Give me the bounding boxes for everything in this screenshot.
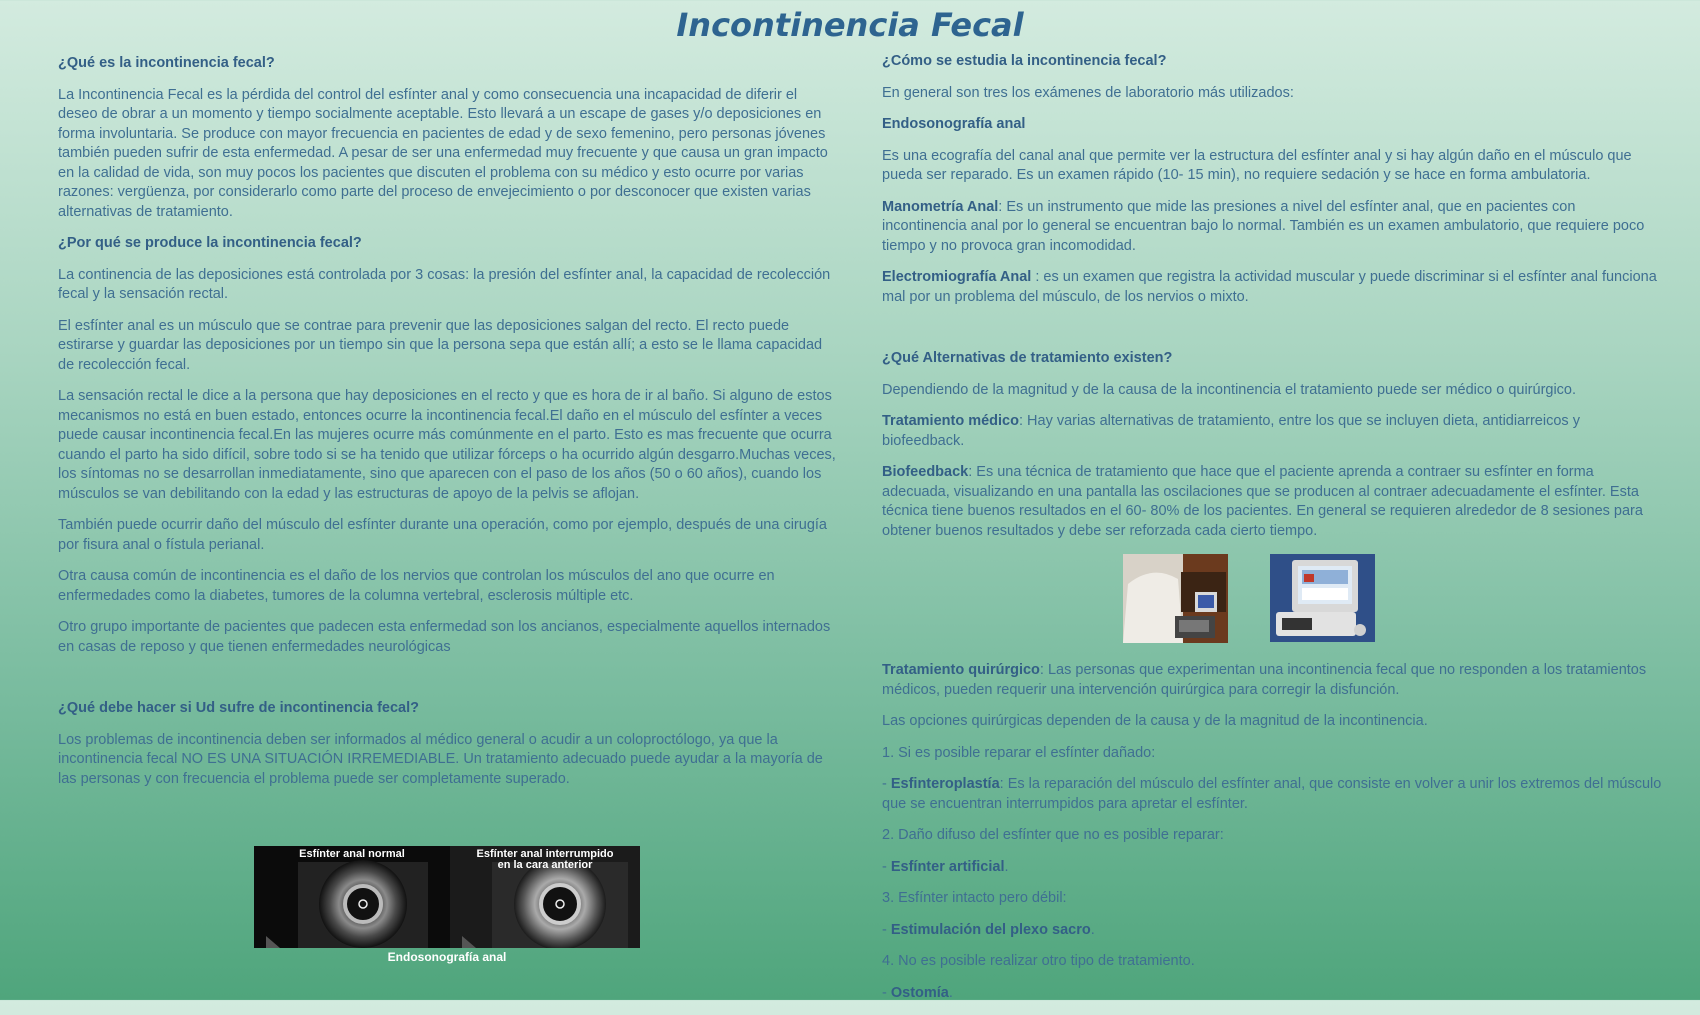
paragraph-tratamiento-medico <box>882 412 1664 451</box>
endosonography-caption: Endosonografía anal <box>387 950 507 964</box>
heading-alternativas: ¿Qué Alternativas de tratamiento existen? <box>882 350 1173 366</box>
paragraph-tratamiento-quirurgico <box>882 661 1664 700</box>
dash: - <box>882 776 891 792</box>
normal-sphincter-ultrasound <box>254 846 450 948</box>
heading-endosonografia: Endosonografía anal <box>882 116 1026 132</box>
period: . <box>1090 921 1095 938</box>
option-4-detail <box>882 984 1664 1004</box>
label-esfinter-artificial: Esfínter artificial <box>890 858 1005 875</box>
paragraph-electromiografia <box>882 268 1664 307</box>
paragraph-operacion: También puede ocurrir daño del músculo del esfínter durante una operación, como por ejemplo, después de una cirugía por fisura anal o fístula perianal. <box>58 517 827 553</box>
option-2: 2. Daño difuso del esfínter que no es posible reparar: <box>882 827 1224 843</box>
dash: - <box>882 921 891 938</box>
label-interrupted <box>450 849 640 871</box>
option-3: 3. Esfínter intacto pero débil: <box>882 890 1067 906</box>
label-manometria: Manometría Anal <box>882 198 999 215</box>
left-column <box>58 54 840 801</box>
heading-que-es: ¿Qué es la incontinencia fecal? <box>58 55 275 71</box>
dash: - <box>882 984 891 1001</box>
label-ostomia: Ostomía <box>890 984 949 1001</box>
biofeedback-patient-image <box>1123 554 1228 643</box>
label-plexo-sacro: Estimulación del plexo sacro <box>890 921 1091 938</box>
dash: - <box>882 858 891 875</box>
paragraph-ancianos: Otro grupo importante de pacientes que padecen esta enfermedad son los ancianos, especialmente aquellos internados en casas de reposo y que tienen enfermedades neurológicas <box>58 619 831 655</box>
option-2-detail <box>882 858 1664 878</box>
option-1: 1. Si es posible reparar el esfínter dañado: <box>882 744 1156 761</box>
text-biofeedback: : Es una técnica de tratamiento que hace que el paciente aprenda a contraer su esfínter en forma adecuada, visualizando en una pantalla las oscilaciones que se producen al contraer adecuadamente el esfínter. Esta técnica tiene buenos resultados en el 60- 80% de los pacientes. En general se requieren alrededor de 8 sesiones para obtener buenos resultados y debe ser reforzada cada cierto tiempo. <box>882 464 1643 539</box>
paragraph-definicion: La Incontinencia Fecal es la pérdida del control del esfínter anal y como consecuencia una incapacidad de diferir el deseo de obrar a un momento y tiempo socialmente aceptable. Esto llevará a un escape de gases y/o deposiciones en forma involuntaria. Se produce con mayor frecuencia en pacientes de edad y de sexo femenino, pero personas jóvenes también pueden sufrir de esta enfermedad. A pesar de ser una enfermedad muy frecuente y que causa un gran impacto en la calidad de vida, son muy pocos los pacientes que discuten el problema con su médico y esto ocurre por varias razones: vergüenza, por considerarlo como parte del proceso de envejecimiento o por desconocer que existen varias alternativas de tratamiento. <box>58 86 828 220</box>
heading-por-que: ¿Por qué se produce la incontinencia fecal? <box>58 235 362 251</box>
paragraph-alternativas-intro: Dependiendo de la magnitud y de la causa de la incontinencia el tratamiento puede ser médico o quirúrgico. <box>882 381 1577 398</box>
period: . <box>948 984 953 1001</box>
text-manometria: : Es un instrumento que mide las presiones a nivel del esfínter anal, que en pacientes con incontinencia anal por lo general se encuentran bajo lo normal. También es un examen ambulatorio, que requiere poco tiempo y no provoca gran incomodidad. <box>882 198 1645 254</box>
paragraph-nervios: Otra causa común de incontinencia es el daño de los nervios que controlan los músculos del ano que ocurre en enfermedades como la diabetes, tumores de la columna vertebral, esclerosis múltiple etc. <box>58 568 775 604</box>
endosonography-image <box>254 846 640 948</box>
text-tratamiento-quirurgico: : Las personas que experimentan una incontinencia fecal que no responden a los tratamientos médicos, pueden requerir una intervención quirúrgica para corregir la disfunción. <box>882 662 1647 698</box>
text-esfinteroplastia: : Es la reparación del músculo del esfínter anal, que consiste en volver a unir los extremos del músculo que se encuentran interrumpidos para apretar el esfínter. <box>882 776 1662 812</box>
paragraph-sensacion: La sensación rectal le dice a la persona que hay deposiciones en el recto y que es hora de ir al baño. Si alguno de estos mecanismos no está en buen estado, entonces ocurre la incontinencia fecal.El daño en el músculo del esfínter a veces puede causar incontinencia fecal.En las mujeres ocurre más comúnmente en el parto. Esto es mas frecuente que ocurra cuando el parto ha sido difícil, sobre todo si se ha tenido que utilizar fórceps o ha ocurrido algún desgarro.Muchas veces, los síntomas no se desarrollan inmediatamente, sino que aparecen con el paso de los años (50 o 60 años), cuando los músculos se van debilitando con la edad y las estructuras de apoyo de la pelvis se aflojan. <box>58 388 836 502</box>
right-column <box>882 52 1664 1015</box>
text-tratamiento-medico: : Hay varias alternativas de tratamiento, entre los que se incluyen dieta, antidiarreicos y biofeedback. <box>882 413 1580 449</box>
biofeedback-equipment-photo <box>1270 554 1375 642</box>
label-esfinteroplastia: Esfinteroplastía <box>890 776 1000 792</box>
option-1-detail <box>882 775 1664 814</box>
biofeedback-patient-photo <box>1123 554 1228 643</box>
normal-sphincter-panel <box>254 846 450 948</box>
paragraph-manometria <box>882 198 1664 257</box>
option-4: 4. No es posible realizar otro tipo de tratamiento. <box>882 953 1195 969</box>
paragraph-esfinter: El esfínter anal es un músculo que se contrae para prevenir que las deposiciones salgan del recto. El recto puede estirarse y guardar las deposiciones por un tiempo sin que la persona sepa que están allí; a esto se le llama capacidad de recolección fecal. <box>58 317 823 373</box>
paragraph-continencia: La continencia de las deposiciones está controlada por 3 cosas: la presión del esfínter anal, la capacidad de recolección fecal y la sensación rectal. <box>58 266 831 302</box>
label-tratamiento-medico: Tratamiento médico <box>882 413 1019 429</box>
page-title: Incontinencia Fecal <box>676 6 1024 44</box>
interrupted-sphincter-panel <box>450 846 640 948</box>
label-interrupted-line1: Esfínter anal interrumpido <box>476 848 614 860</box>
label-electromiografia: Electromiografía Anal <box>882 269 1032 285</box>
label-tratamiento-quirurgico: Tratamiento quirúrgico <box>882 662 1040 678</box>
paragraph-endosonografia: Es una ecografía del canal anal que permite ver la estructura del esfínter anal y si hay algún daño en el músculo que pueda ser reparado. Es un examen rápido (10- 15 min), no requiere sedación y se hace en forma ambulatoria. <box>882 147 1632 183</box>
label-biofeedback: Biofeedback <box>882 464 969 480</box>
option-3-detail <box>882 921 1664 941</box>
heading-que-hacer: ¿Qué debe hacer si Ud sufre de incontinencia fecal? <box>58 700 419 716</box>
heading-como-estudia: ¿Cómo se estudia la incontinencia fecal? <box>882 53 1167 69</box>
label-interrupted-line2: en la cara anterior <box>497 859 593 871</box>
label-normal: Esfínter anal normal <box>299 848 405 860</box>
period: . <box>1004 858 1009 875</box>
paragraph-biofeedback <box>882 463 1664 541</box>
text-electromiografia: : es un examen que registra la actividad muscular y puede discriminar si el esfínter anal funciona mal por un problema del músculo, de los nervios o mixto. <box>882 269 1657 305</box>
paragraph-examenes-intro: En general son tres los exámenes de laboratorio más utilizados: <box>882 84 1294 101</box>
biofeedback-equipment-image <box>1270 554 1375 642</box>
paragraph-que-hacer: Los problemas de incontinencia deben ser informados al médico general o acudir a un coloproctólogo, ya que la incontinencia fecal NO ES UNA SITUACIÓN IRREMEDIABLE. Un tratamiento adecuado puede ayudar a la mayoría de las personas y con frecuencia el problema puede ser completamente superado. <box>58 731 823 787</box>
paragraph-opciones: Las opciones quirúrgicas dependen de la causa y de la magnitud de la incontinencia. <box>882 713 1428 729</box>
